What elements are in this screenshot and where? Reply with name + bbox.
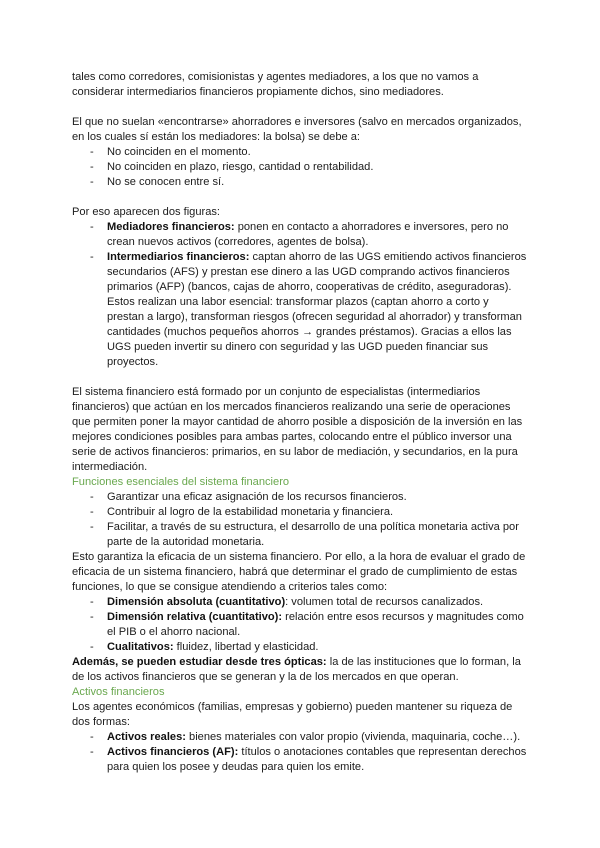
- term: Intermediarios financieros:: [107, 251, 250, 263]
- term: Cualitativos:: [107, 641, 174, 653]
- list-item: - Mediadores financieros: ponen en contacto a ahorradores e inversores, pero no crean nuevos activos (corredores, agentes de bolsa).: [72, 220, 528, 250]
- list-item: - Dimensión absoluta (cuantitativo): volumen total de recursos canalizados.: [72, 595, 528, 610]
- list-item: - Intermediarios financieros: captan ahorro de las UGS emitiendo activos financieros secundarios (AFS) y prestan ese dinero a las UGD comprando activos financieros primarios (AFP) (bancos, cajas de ahorro, cooperativas de crédito, aseguradoras). Estos realizan una labor esencial: transformar plazos (captan ahorro a corto y prestan a largo), transforman riesgos (ofrecen seguridad al ahorrador) y transforman cantidades (muchos pequeños ahorros → grandes préstamos). Gracias a ellos las UGS pueden invertir su dinero con seguridad y las UGD pueden financiar sus proyectos.: [72, 250, 528, 370]
- list-item: - No coinciden en el momento.: [72, 145, 528, 160]
- list-item: - No coinciden en plazo, riesgo, cantidad o rentabilidad.: [72, 160, 528, 175]
- list-item: - Dimensión relativa (cuantitativo): relación entre esos recursos y magnitudes como el PIB o el ahorro nacional.: [72, 610, 528, 640]
- figures-intro: Por eso aparecen dos figuras:: [72, 206, 221, 218]
- term: Mediadores financieros:: [107, 221, 235, 233]
- section-heading-assets: Activos financieros: [72, 686, 165, 698]
- list-item: - Contribuir al logro de la estabilidad monetaria y financiera.: [72, 505, 528, 520]
- list-item: - No se conocen entre sí.: [72, 175, 528, 190]
- system-paragraph: El sistema financiero está formado por un conjunto de especialistas (intermediarios financieros) que actúan en los mercados financieros realizando una serie de operaciones que permiten poner la mayor cantidad de ahorro posible a disposición de la inversión en las mejores condiciones posibles para ambas partes, colocando entre el público inversor una serie de activos financieros: primarios, en su labor de mediación, y secundarios, en la pura intermediación.: [72, 386, 523, 473]
- list-item: - Cualitativos: fluidez, libertad y elasticidad.: [72, 640, 528, 655]
- term: Activos financieros (AF):: [107, 746, 239, 758]
- term: Además, se pueden estudiar desde tres ópticas:: [72, 656, 327, 668]
- assets-list: [72, 730, 528, 775]
- criteria-list: [72, 595, 528, 655]
- list-item: - Facilitar, a través de su estructura, el desarrollo de una política monetaria activa por parte de la autoridad monetaria.: [72, 520, 528, 550]
- intro-paragraph: tales como corredores, comisionistas y agentes mediadores, a los que no vamos a considerar intermediarios financieros propiamente dichos, sino mediadores.: [72, 71, 479, 98]
- section-heading-functions: Funciones esenciales del sistema financiero: [72, 476, 290, 488]
- list-item: - Activos reales: bienes materiales con valor propio (vivienda, maquinaria, coche…).: [72, 730, 528, 745]
- optics-paragraph: Además, se pueden estudiar desde tres ópticas: la de las instituciones que lo forman, la de los activos financieros que se generan y la de los mercados en que operan.: [72, 656, 521, 683]
- reasons-list: [72, 145, 528, 190]
- functions-list: [72, 490, 528, 550]
- list-item: - Garantizar una eficaz asignación de los recursos financieros.: [72, 490, 528, 505]
- document-page: [72, 70, 528, 775]
- list-item: - Activos financieros (AF): títulos o anotaciones contables que representan derechos para quien los posee y deudas para quien los emite.: [72, 745, 528, 775]
- term: Dimensión relativa (cuantitativo):: [107, 611, 283, 623]
- figures-list: [72, 220, 528, 370]
- term: Activos reales:: [107, 731, 186, 743]
- term: Dimensión absoluta (cuantitativo): [107, 596, 286, 608]
- encounter-paragraph: El que no suelan «encontrarse» ahorradores e inversores (salvo en mercados organizados, en los cuales sí están los mediadores: la bolsa) se debe a:: [72, 116, 522, 143]
- assets-paragraph: Los agentes económicos (familias, empresas y gobierno) pueden mantener su riqueza de dos formas:: [72, 701, 513, 728]
- efficacy-paragraph: Esto garantiza la eficacia de un sistema financiero. Por ello, a la hora de evaluar el grado de eficacia de un sistema financiero, habrá que determinar el grado de cumplimiento de estas funciones, lo que se consigue atendiendo a criterios tales como:: [72, 551, 526, 593]
